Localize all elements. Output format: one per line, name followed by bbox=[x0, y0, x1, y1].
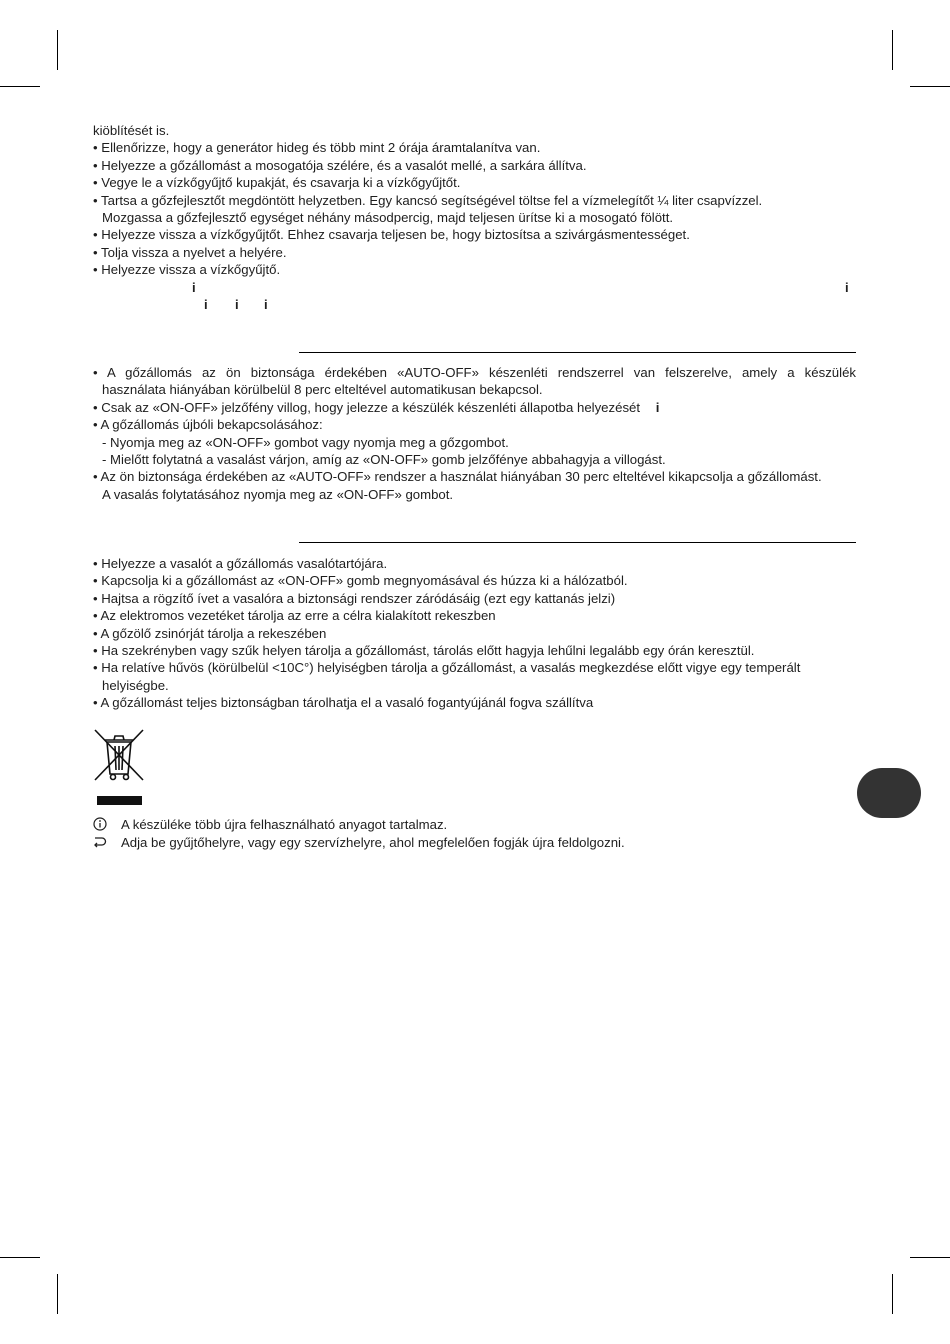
crossed-out-bin-icon bbox=[93, 728, 145, 782]
storage-line: • Ha relatíve hűvös (körülbelül <10C°) helyiségben tárolja a gőzállomást, a vasalás megkezdése előtt vigye egy temperált bbox=[93, 660, 801, 676]
auto-off-line: - Nyomja meg az «ON-OFF» gombot vagy nyomja meg a gőzgombot. bbox=[102, 434, 509, 450]
auto-off-line: • A gőzállomás újbóli bekapcsolásához: bbox=[93, 417, 323, 433]
step-line: • Tartsa a gőzfejlesztőt megdöntött helyzetben. Egy kancsó segítségével töltse fel a vízmelegítőt ¼ liter csapvízzel. bbox=[93, 192, 763, 208]
dispose-text: Adja be gyűjtőhelyre, vagy egy szervízhelyre, ahol megfelelően fogják újra feldolgozni. bbox=[121, 835, 625, 850]
step-line: • Tolja vissza a nyelvet a helyére. bbox=[93, 244, 287, 260]
auto-off-line: • Az ön biztonsága érdekében az «AUTO-OFF» rendszer a használat hiányában 30 perc elteltével kikapcsolja a gőzállomást. bbox=[93, 469, 822, 485]
step-line: • Vegye le a vízkőgyűjtő kupakját, és csavarja ki a vízkőgyűjtőt. bbox=[93, 175, 461, 191]
section-divider bbox=[299, 352, 856, 353]
crop-mark bbox=[892, 1274, 893, 1314]
section-divider bbox=[299, 542, 856, 543]
storage-line: • Helyezze a vasalót a gőzállomás vasalótartójára. bbox=[93, 556, 388, 571]
storage-line: • Ha szekrényben vagy szűk helyen tárolja a gőzállomást, tárolás előtt hagyja lehűlni legalább egy órán keresztül. bbox=[93, 643, 755, 659]
storage-line: • Hajtsa a rögzítő ívet a vasalóra a biztonsági rendszer záródásáig (ezt egy kattanás jelzi) bbox=[93, 590, 616, 606]
language-tab bbox=[857, 768, 921, 818]
crop-mark bbox=[57, 1274, 58, 1314]
crop-mark bbox=[0, 86, 40, 87]
recycle-note bbox=[93, 816, 447, 833]
step-line: Mozgassa a gőzfejlesztő egységet néhány másodpercig, majd teljesen ürítse ki a mosogató fölött. bbox=[102, 210, 674, 226]
storage-line: • A gőzölő zsinórját tárolja a rekeszében bbox=[93, 625, 327, 641]
crop-mark bbox=[57, 30, 58, 70]
storage-line: • Kapcsolja ki a gőzállomást az «ON-OFF» gomb megnyomásával és húzza ki a hálózatból. bbox=[93, 573, 628, 589]
step-line: • Ellenőrizze, hogy a generátor hideg és több mint 2 órája áramtalanítva van. bbox=[93, 140, 541, 156]
storage-section bbox=[93, 555, 856, 712]
auto-off-line: • A gőzállomás az ön biztonsága érdekében «AUTO-OFF» készenléti rendszerrel van felszerelve, amely a készülék bbox=[93, 365, 856, 380]
auto-off-line: A vasalás folytatásához nyomja meg az «ON-OFF» gombot. bbox=[102, 486, 454, 502]
recycle-text: A készüléke több újra felhasználható anyagot tartalmaz. bbox=[121, 817, 448, 832]
info-circle-icon bbox=[93, 816, 121, 833]
stray-glyph: i bbox=[204, 297, 208, 312]
stray-glyph: i bbox=[845, 280, 849, 295]
storage-line: • Az elektromos vezetéket tárolja az erre a célra kialakított rekeszben bbox=[93, 608, 496, 624]
stray-glyph: i bbox=[235, 297, 239, 312]
stray-glyph: i bbox=[264, 297, 268, 312]
arrow-right-icon bbox=[93, 834, 121, 851]
storage-line: helyiségbe. bbox=[102, 677, 169, 693]
dispose-note bbox=[93, 834, 625, 851]
auto-off-section bbox=[93, 364, 856, 503]
crop-mark bbox=[892, 30, 893, 70]
auto-off-line: használata hiányában körülbelül 8 perc elteltével automatikusan bekapcsol. bbox=[102, 382, 543, 398]
auto-off-line: - Mielőtt folytatná a vasalást várjon, amíg az «ON-OFF» gomb jelzőfénye abbahagyja a villogást. bbox=[102, 452, 666, 468]
crop-mark bbox=[910, 86, 950, 87]
weee-bar bbox=[97, 796, 142, 805]
stray-glyph: i bbox=[192, 280, 196, 295]
step-line: • Helyezze a gőzállomást a mosogatója szélére, és a vasalót mellé, a sarkára állítva. bbox=[93, 157, 587, 173]
crop-mark bbox=[0, 1257, 40, 1258]
stray-glyph: i bbox=[655, 399, 660, 415]
auto-off-line: • Csak az «ON-OFF» jelzőfény villog, hogy jelezze a készülék készenléti állapotba helyezését i bbox=[93, 399, 660, 415]
descaling-steps bbox=[93, 122, 856, 279]
step-line: kiöblítését is. bbox=[93, 123, 170, 138]
storage-line: • A gőzállomást teljes biztonságban tárolhatja el a vasaló fogantyújánál fogva szállítva bbox=[93, 695, 594, 711]
step-line: • Helyezze vissza a vízkőgyűjtőt. Ehhez csavarja teljesen be, hogy biztosítsa a szivárgásmentességet. bbox=[93, 227, 690, 243]
crop-mark bbox=[910, 1257, 950, 1258]
step-line: • Helyezze vissza a vízkőgyűjtő. bbox=[93, 262, 281, 278]
